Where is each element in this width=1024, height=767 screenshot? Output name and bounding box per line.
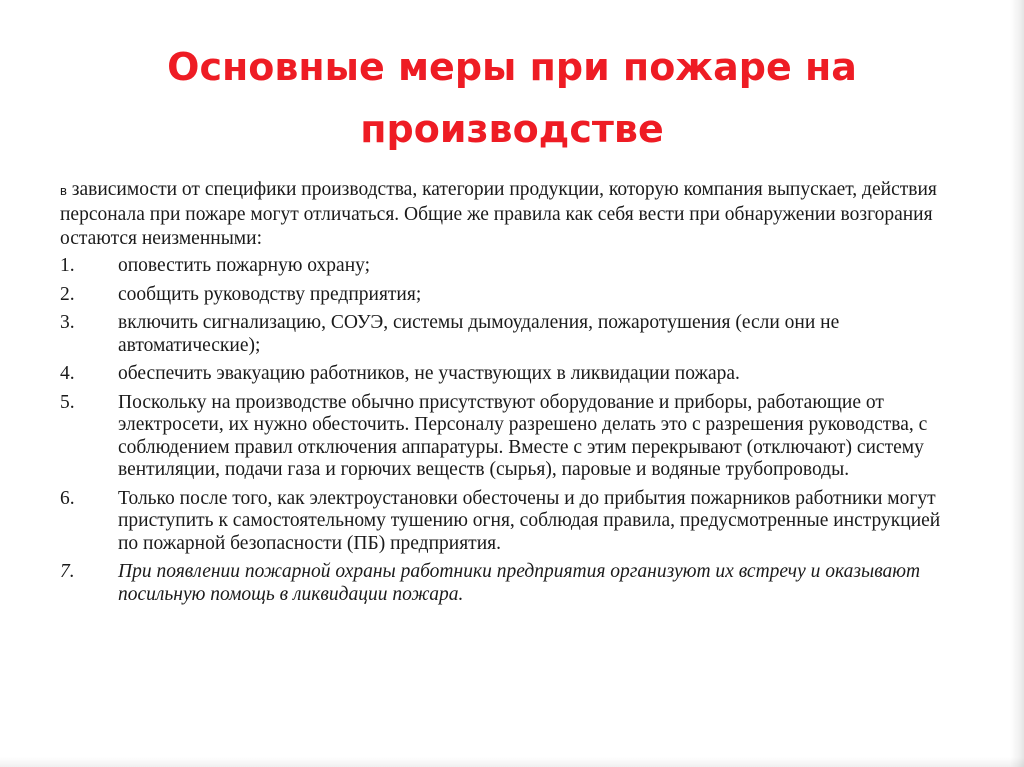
slide-edge-shadow-right xyxy=(1010,0,1024,767)
intro-first-word: в xyxy=(60,183,67,198)
slide-edge-shadow-bottom xyxy=(0,757,1024,767)
list-item-text: сообщить руководству предприятия; xyxy=(118,283,422,305)
list-item xyxy=(60,255,960,278)
list-item-number: 4. xyxy=(60,363,75,384)
list-item xyxy=(60,284,960,307)
list-item-number: 1. xyxy=(60,255,75,276)
list-item-text: оповестить пожарную охрану; xyxy=(118,255,371,276)
list-item-number: 7. xyxy=(60,561,75,582)
list-item-number: 6. xyxy=(60,487,75,509)
list-item-text: Поскольку на производстве обычно присутствуют оборудование и приборы, работающие от электросети, их нужно обесточить. Персоналу разрешено делать это с разрешения руководства, с соблюдением правил отключения аппаратуры. Вместе с этим перекрывают (отключают) систему вентиляции, подачи газа и горючих веществ (сырья), паровые и водяные трубопроводы. xyxy=(118,391,928,480)
intro-text: зависимости от специфики производства, категории продукции, которую компания выпускает, действия персонала при пожаре могут отличаться. Общие же правила как себя вести при обнаружении возгорания остаются неизменными: xyxy=(60,179,937,249)
list-item xyxy=(60,392,960,482)
list-item-text: При появлении пожарной охраны работники предприятия организуют их встречу и оказывают посильную помощь в ликвидации пожара. xyxy=(118,561,921,605)
list-item-text: обеспечить эвакуацию работников, не участвующих в ликвидации пожара. xyxy=(118,363,740,384)
list-item xyxy=(60,488,960,556)
list-item xyxy=(60,312,960,357)
list-item xyxy=(60,561,960,606)
list-item xyxy=(60,363,960,386)
list-item-number: 5. xyxy=(60,391,75,413)
list-item-number: 3. xyxy=(60,312,75,333)
intro-paragraph xyxy=(60,178,960,251)
measures-list xyxy=(60,255,960,606)
slide-body xyxy=(60,178,960,612)
list-item-text: включить сигнализацию, СОУЭ, системы дымоудаления, пожаротушения (если они не автоматические); xyxy=(118,312,840,356)
list-item-number: 2. xyxy=(60,283,75,305)
slide-title: Основные меры при пожаре на производстве xyxy=(167,45,857,151)
list-item-text: Только после того, как электроустановки обесточены и до прибытия пожарников работники могут приступить к самостоятельному тушению огня, соблюдая правила, предусмотренные инструкцией по пожарной безопасности (ПБ) предприятия. xyxy=(118,487,941,554)
